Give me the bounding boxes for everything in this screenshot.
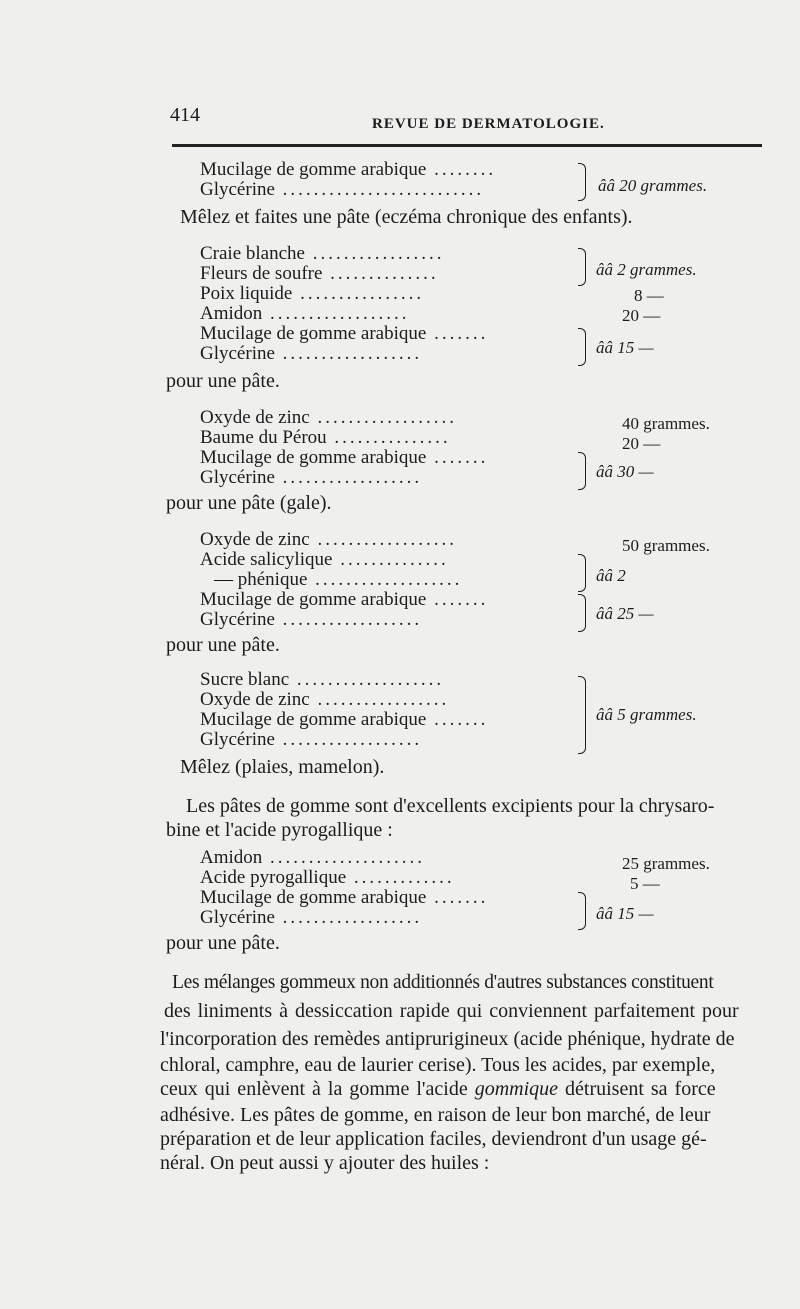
ingredient-line: Glycérine ..................	[200, 907, 423, 928]
paragraph-line: néral. On peut aussi y ajouter des huiles :	[160, 1152, 490, 1174]
ingredient-line: Acide pyrogallique .............	[200, 867, 455, 888]
ingredient-line: Sucre blanc ...................	[200, 669, 445, 690]
recipe-note: pour une pâte.	[166, 932, 280, 954]
ingredient-line: Amidon ..................	[200, 303, 410, 324]
paragraph-line: ceux qui enlèvent à la gomme l'acide gommique détruisent sa force	[160, 1078, 716, 1100]
quantity: 40 grammes.	[622, 414, 710, 433]
quantity: 25 grammes.	[622, 854, 710, 873]
ingredient-line: Glycérine ..................	[200, 609, 423, 630]
brace	[578, 892, 586, 930]
ingredient-line: Oxyde de zinc ..................	[200, 529, 457, 550]
brace	[578, 554, 586, 592]
brace	[578, 676, 586, 754]
quantity: ââ 15 —	[596, 338, 654, 357]
ingredient-line: Glycérine ..................	[200, 467, 423, 488]
recipe-note: Mêlez et faites une pâte (eczéma chronique des enfants).	[180, 206, 633, 228]
quantity: ââ 15 —	[596, 904, 654, 923]
page-number: 414	[170, 104, 200, 126]
ingredient-line: — phénique ...................	[214, 569, 463, 590]
quantity: ââ 30 —	[596, 462, 654, 481]
ingredient-line: Mucilage de gomme arabique ........	[200, 159, 497, 180]
quantity: 20 —	[622, 434, 661, 453]
ingredient-line: Glycérine ..................	[200, 729, 423, 750]
quantity: ââ 2	[596, 566, 626, 585]
ingredient-line: Mucilage de gomme arabique .......	[200, 447, 489, 468]
header-rule	[172, 144, 762, 147]
ingredient-line: Acide salicylique ..............	[200, 549, 449, 570]
brace	[578, 328, 586, 366]
paragraph-line: l'incorporation des remèdes antiprurigineux (acide phénique, hydrate de	[160, 1028, 735, 1050]
paragraph-line: chloral, camphre, eau de laurier cerise). Tous les acides, par exemple,	[160, 1054, 716, 1076]
quantity: 50 grammes.	[622, 536, 710, 555]
paragraph-line: Les mélanges gommeux non additionnés d'autres substances constituent	[172, 972, 714, 993]
quantity: 20 —	[622, 306, 661, 325]
quantity: 8 —	[634, 286, 664, 305]
ingredient-line: Craie blanche .................	[200, 243, 445, 264]
quantity: ââ 5 grammes.	[596, 705, 697, 724]
ingredient-line: Oxyde de zinc ..................	[200, 407, 457, 428]
ingredient-line: Mucilage de gomme arabique .......	[200, 589, 489, 610]
paragraph-line: bine et l'acide pyrogallique :	[166, 819, 393, 841]
recipe-note: pour une pâte (gale).	[166, 492, 332, 514]
brace	[578, 452, 586, 490]
brace	[578, 248, 586, 286]
quantity: 5 —	[630, 874, 660, 893]
quantity: ââ 2 grammes.	[596, 260, 697, 279]
running-title: REVUE DE DERMATOLOGIE.	[372, 116, 605, 132]
paragraph-line: des liniments à dessiccation rapide qui conviennent parfaitement pour	[164, 1000, 739, 1022]
recipe-note: Mêlez (plaies, mamelon).	[180, 756, 385, 778]
quantity: ââ 25 —	[596, 604, 654, 623]
brace	[578, 594, 586, 632]
ingredient-line: Fleurs de soufre ..............	[200, 263, 439, 284]
ingredient-line: Glycérine ..........................	[200, 179, 485, 200]
paragraph-line: Les pâtes de gomme sont d'excellents excipients pour la chrysaro-	[186, 795, 715, 817]
recipe-note: pour une pâte.	[166, 634, 280, 656]
ingredient-line: Mucilage de gomme arabique .......	[200, 887, 489, 908]
ingredient-line: Amidon ....................	[200, 847, 426, 868]
ingredient-line: Mucilage de gomme arabique .......	[200, 709, 489, 730]
ingredient-line: Oxyde de zinc .................	[200, 689, 450, 710]
ingredient-line: Mucilage de gomme arabique .......	[200, 323, 489, 344]
ingredient-line: Baume du Pérou ...............	[200, 427, 451, 448]
ingredient-line: Glycérine ..................	[200, 343, 423, 364]
quantity: ââ 20 grammes.	[598, 176, 708, 195]
recipe-note: pour une pâte.	[166, 370, 280, 392]
ingredient-line: Poix liquide ................	[200, 283, 425, 304]
paragraph-line: adhésive. Les pâtes de gomme, en raison de leur bon marché, de leur	[160, 1104, 711, 1126]
brace	[578, 163, 586, 201]
paragraph-line: préparation et de leur application faciles, deviendront d'un usage gé-	[160, 1128, 707, 1150]
